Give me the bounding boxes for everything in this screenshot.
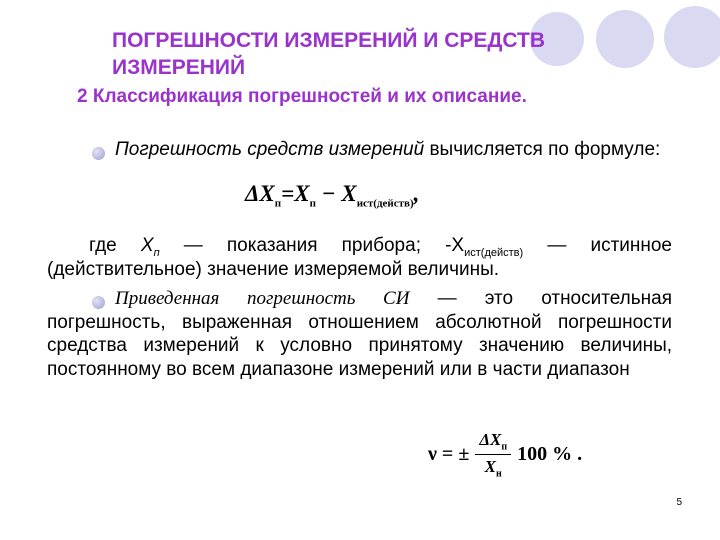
term-instrument-error: Погрешность средств измерений: [115, 139, 425, 160]
fraction-numerator: [475, 430, 511, 455]
bullet-paragraph-2: [47, 287, 672, 381]
formula-var: X: [341, 181, 357, 206]
formula2-fraction: [475, 430, 511, 480]
para-var-x: X: [140, 235, 154, 256]
formula-reduced-error: [428, 430, 582, 480]
formula-absolute-error: [245, 181, 419, 210]
denominator-sub: н: [495, 468, 502, 480]
numerator-sub: п: [501, 441, 508, 453]
circle-shape: [664, 6, 720, 68]
denominator-text: X: [484, 457, 496, 477]
para-post: — истинное (действительное) значение измеряемой величины.: [47, 235, 673, 280]
formula-sub: ист(действ): [356, 197, 414, 210]
circle-shape: [596, 10, 654, 68]
page-number: 5: [676, 497, 682, 508]
formula-sub: п: [274, 197, 282, 210]
para-mid: — показания прибора; -Х: [159, 235, 465, 256]
delta-symbol: Δ: [245, 181, 260, 206]
minus-symbol: −: [315, 181, 342, 206]
equals-symbol: =: [281, 181, 295, 206]
title-line-2: ИЗМЕРЕНИЙ: [112, 56, 246, 79]
formula-var: X: [294, 181, 310, 206]
bullet1-rest: вычисляется по формуле:: [424, 139, 661, 160]
para-pre: где: [89, 235, 141, 256]
para-sub2: ист(действ): [464, 246, 524, 259]
formula2-rhs: 100 % .: [517, 443, 583, 466]
fraction-denominator: [485, 455, 502, 479]
definition-paragraph: [47, 234, 672, 281]
bullet-paragraph-1: [47, 138, 672, 162]
formula-comma: ,: [413, 181, 420, 206]
slide-subtitle: 2 Классификация погрешностей и их описание.: [77, 86, 527, 107]
formula-var: X: [259, 181, 275, 206]
para-sub: п: [153, 246, 160, 259]
title-line-1: ПОГРЕШНОСТИ ИЗМЕРЕНИЙ И СРЕДСТВ: [112, 29, 546, 52]
formula-sub: п: [309, 197, 316, 210]
bullet2-rest: — это относительная погрешность, выраженная отношением абсолютной погрешности средства измерений к условно принятому значению величины, постоянному во всем диапазоне измерений или в части диапазон: [47, 288, 672, 380]
term-reduced-error: Приведенная погрешность СИ: [115, 288, 410, 309]
numerator-text: ΔX: [479, 430, 502, 449]
formula2-lhs: ν = ±: [428, 443, 470, 466]
